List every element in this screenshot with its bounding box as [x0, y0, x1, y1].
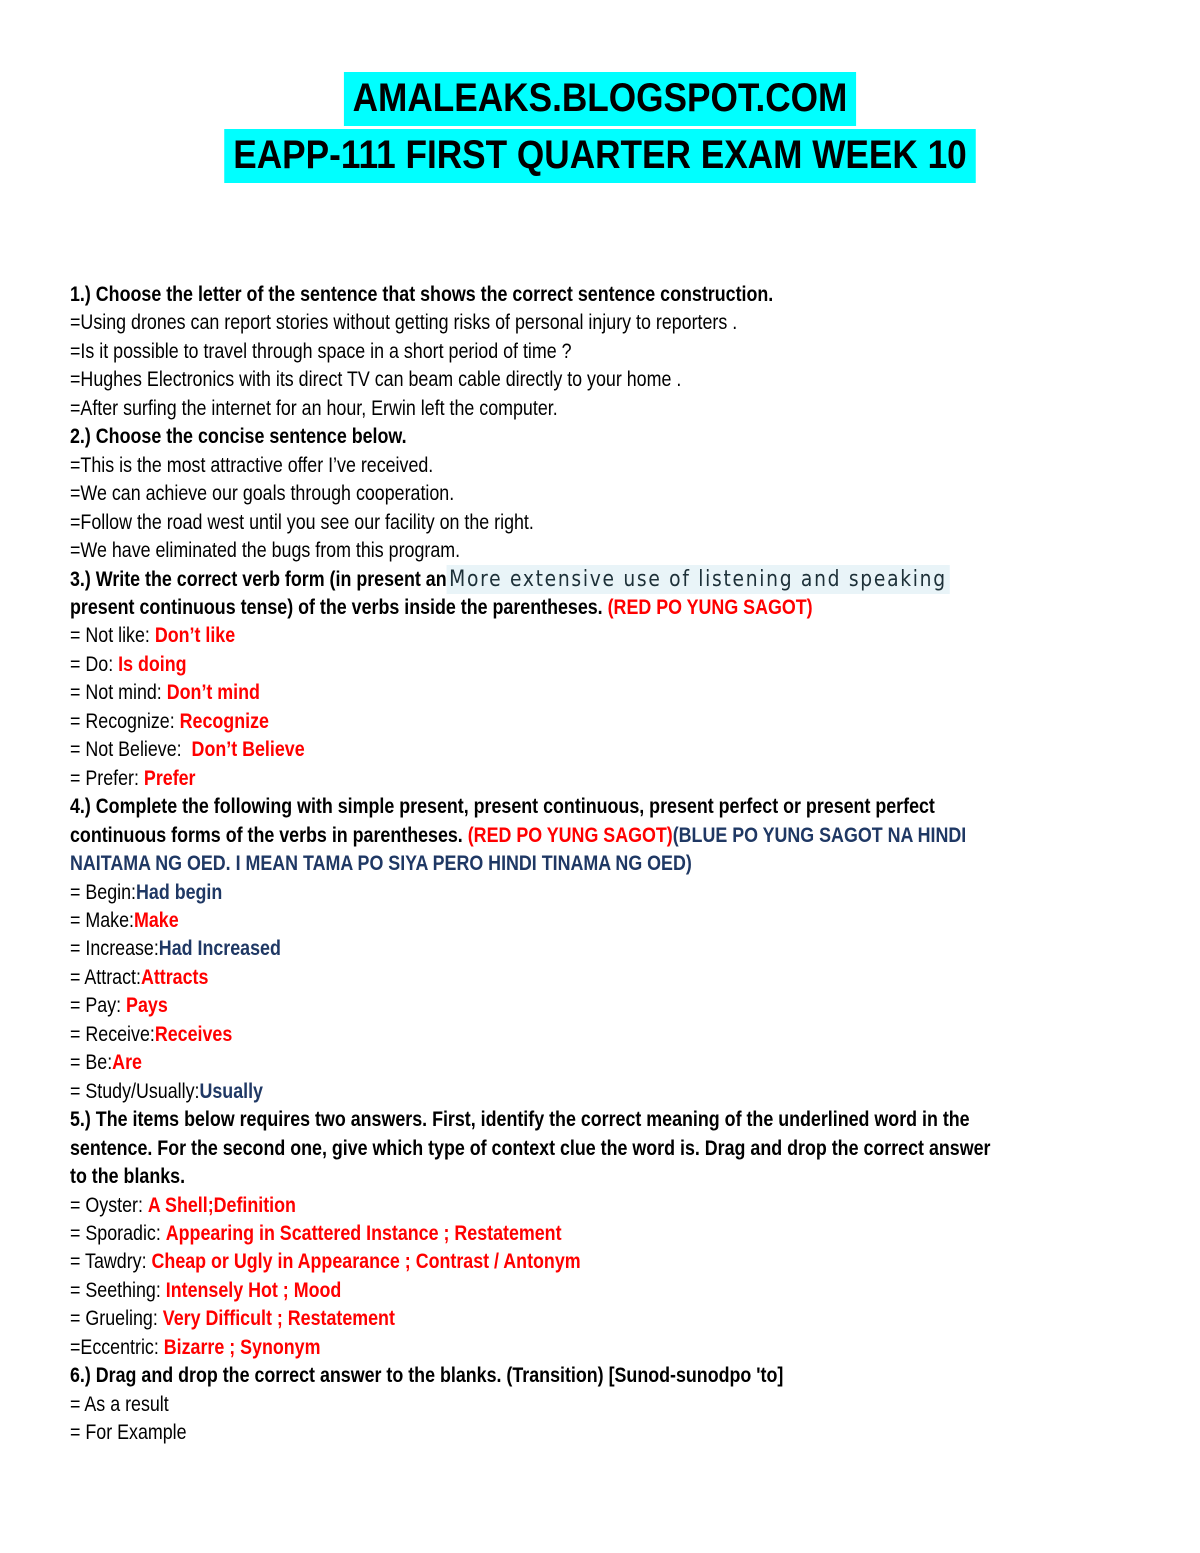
- content: [70, 281, 1180, 1448]
- text-segment: =Hughes Electronics with its direct TV can beam cable directly to your home .: [70, 368, 682, 392]
- text-segment: (RED PO YUNG SAGOT): [467, 823, 673, 847]
- text-segment: Is doing: [118, 652, 187, 676]
- text-segment: Appearing in Scattered Instance ; Restatement: [165, 1221, 562, 1245]
- text-segment: =This is the most attractive offer I’ve received.: [70, 453, 434, 477]
- text-segment: = Not mind:: [70, 681, 167, 705]
- option-line: [70, 338, 1014, 366]
- answer-line: [70, 1334, 1014, 1362]
- text-segment: Intensely Hot ; Mood: [165, 1278, 342, 1302]
- text-segment: Attracts: [140, 965, 209, 989]
- text-segment: = Sporadic:: [70, 1221, 166, 1245]
- text-segment: Are: [112, 1051, 142, 1075]
- answer-line: [70, 879, 1014, 907]
- text-segment: = Not like:: [70, 624, 155, 648]
- question-3-heading-cont: [70, 594, 1014, 622]
- text-segment: = Prefer:: [70, 766, 144, 790]
- answer-line: [70, 622, 1014, 650]
- text-segment: = Be:: [70, 1051, 113, 1075]
- text-segment: Don’t Believe: [191, 738, 305, 762]
- question-6-heading: [70, 1362, 1014, 1390]
- answer-line: [70, 1192, 1014, 1220]
- text-segment: NAITAMA NG OED. I MEAN TAMA PO SIYA PERO HINDI TINAMA NG OED): [70, 852, 692, 876]
- text-segment: Very Difficult ; Restatement: [162, 1307, 395, 1331]
- text-segment: Don’t mind: [166, 681, 260, 705]
- text-segment: =We can achieve our goals through cooperation.: [70, 482, 455, 506]
- text-segment: present continuous tense) of the verbs inside the parentheses.: [70, 595, 608, 619]
- text-segment: = Make:: [70, 908, 135, 932]
- answer-line: [70, 1419, 1014, 1447]
- text-segment: Pays: [126, 994, 168, 1018]
- text-segment: = Pay:: [70, 994, 127, 1018]
- text-segment: =Eccentric:: [70, 1335, 164, 1359]
- text-segment: 1.) Choose the letter of the sentence that shows the correct sentence construction.: [70, 283, 774, 306]
- title-line-1: [72, 70, 1128, 127]
- page-title: [0, 0, 1200, 184]
- question-5-heading: [70, 1106, 1014, 1134]
- answer-line: [70, 992, 1014, 1020]
- answer-line: [70, 708, 1014, 736]
- text-segment: (BLUE PO YUNG SAGOT NA HINDI: [672, 823, 967, 847]
- answer-line: [70, 1277, 1014, 1305]
- option-line: [70, 509, 1014, 537]
- title-line-2: [72, 127, 1128, 184]
- question-1-heading: [70, 281, 1014, 309]
- question-4-heading-cont: [70, 822, 1014, 850]
- text-segment: = Study/Usually:: [70, 1079, 200, 1103]
- option-line: [70, 537, 1014, 565]
- text-segment: Had Increased: [158, 937, 281, 961]
- answer-line: [70, 1305, 1014, 1333]
- text-segment: Don’t like: [154, 624, 236, 648]
- answer-line: [70, 1220, 1014, 1248]
- inserted-overlay-text: More extensive use of listening and speaking: [447, 565, 950, 594]
- text-segment: Prefer: [143, 766, 196, 790]
- text-segment: = Begin:: [70, 880, 137, 904]
- answer-line: [70, 935, 1014, 963]
- text-segment: =After surfing the internet for an hour, Erwin left the computer.: [70, 396, 558, 420]
- answer-line: [70, 651, 1014, 679]
- answer-line: [70, 1391, 1014, 1419]
- text-segment: Make: [134, 908, 179, 932]
- text-segment: Recognize: [179, 709, 269, 733]
- text-segment: = Recognize:: [70, 709, 180, 733]
- text-segment: A Shell;Definition: [147, 1193, 296, 1217]
- text-segment: = Tawdry:: [70, 1250, 152, 1274]
- answer-line: [70, 964, 1014, 992]
- text-segment: =Using drones can report stories without getting risks of personal injury to reporters .: [70, 311, 738, 335]
- question-2-heading: [70, 423, 1014, 451]
- option-line: [70, 309, 1014, 337]
- question-5-heading-cont: [70, 1163, 1014, 1191]
- answer-line: [70, 1248, 1014, 1276]
- text-segment: =Follow the road west until you see our facility on the right.: [70, 510, 534, 534]
- answer-line: [70, 679, 1014, 707]
- answer-line: [70, 1049, 1014, 1077]
- text-segment: 2.) Choose the concise sentence below.: [70, 425, 407, 449]
- answer-line: [70, 765, 1014, 793]
- text-segment: to the blanks.: [70, 1165, 186, 1189]
- text-segment: = Grueling:: [70, 1307, 163, 1331]
- text-segment: Receives: [154, 1022, 233, 1046]
- text-segment: = Attract:: [70, 965, 141, 989]
- option-line: [70, 480, 1014, 508]
- question-5-heading-cont: [70, 1135, 1014, 1163]
- question-4-heading-cont: [70, 850, 1014, 878]
- text-segment: 3.) Write the correct verb form (in present an: [70, 567, 447, 591]
- text-segment: = Receive:: [70, 1022, 155, 1046]
- text-segment: = Oyster:: [70, 1193, 148, 1217]
- answer-line: [70, 1078, 1014, 1106]
- text-segment: =Is it possible to travel through space in a short period of time ?: [70, 339, 572, 363]
- text-segment: Usually: [199, 1079, 263, 1103]
- text-segment: = As a result: [70, 1392, 169, 1416]
- exam-title: EAPP-111 FIRST QUARTER EXAM WEEK 10: [224, 129, 975, 183]
- answer-line: [70, 907, 1014, 935]
- text-segment: Cheap or Ugly in Appearance ; Contrast / Antonym: [151, 1250, 581, 1274]
- text-segment: = Not Believe:: [70, 738, 192, 762]
- answer-line: [70, 1021, 1014, 1049]
- text-segment: 4.) Complete the following with simple present, present continuous, present perfect or present perfect: [70, 795, 935, 819]
- option-line: [70, 452, 1014, 480]
- text-segment: 5.) The items below requires two answers. First, identify the correct meaning of the underlined word in the: [70, 1108, 970, 1132]
- site-title: AMALEAKS.BLOGSPOT.COM: [344, 72, 856, 126]
- question-4-heading: [70, 793, 1014, 821]
- text-segment: = Increase:: [70, 937, 159, 961]
- text-segment: (RED PO YUNG SAGOT): [607, 595, 813, 619]
- text-segment: = Do:: [70, 652, 119, 676]
- text-segment: Had begin: [136, 880, 223, 904]
- text-segment: sentence. For the second one, give which type of context clue the word is. Drag and drop the correct answer: [70, 1136, 991, 1160]
- option-line: [70, 395, 1014, 423]
- text-segment: continuous forms of the verbs in parentheses.: [70, 823, 468, 847]
- answer-line: [70, 736, 1014, 764]
- text-segment: = For Example: [70, 1421, 187, 1445]
- text-segment: = Seething:: [70, 1278, 166, 1302]
- text-segment: Bizarre ; Synonym: [163, 1335, 321, 1359]
- text-segment: 6.) Drag and drop the correct answer to the blanks. (Transition) [Sunod-sunodpo 'to]: [70, 1364, 784, 1388]
- text-segment: =We have eliminated the bugs from this program.: [70, 539, 461, 563]
- option-line: [70, 366, 1014, 394]
- question-3-heading: [70, 566, 1014, 594]
